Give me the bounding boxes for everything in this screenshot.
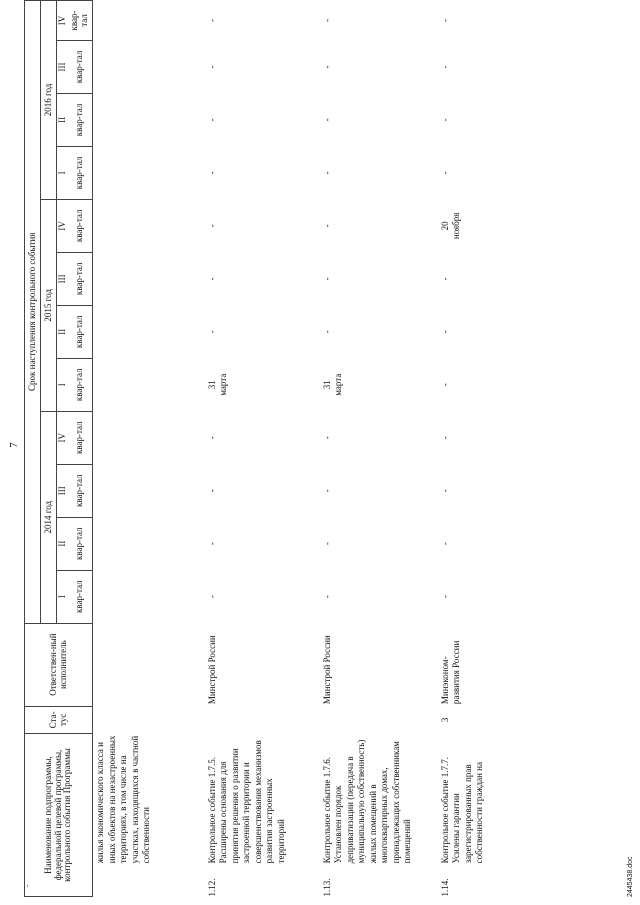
table-row [205,1,320,897]
row-number [93,864,205,896]
table-body [93,1,508,897]
row-executor: Минстрой России [321,635,332,705]
row-status [320,706,438,733]
quarter-date: - [206,277,217,281]
header-quarter-number: I [57,570,69,623]
quarter-cell [438,358,508,411]
quarter-cell [205,517,320,570]
quarter-month: марта [218,373,228,396]
row-status [205,706,320,733]
quarter-cell [93,517,205,570]
quarter-cell [320,93,438,146]
quarter-cell [320,411,438,464]
quarter-date: - [439,542,450,546]
header-quarter-number: I [57,146,69,199]
control-events-table [24,0,508,897]
quarter-cell [205,40,320,93]
header-quarter-number: IV [57,199,69,252]
table-row [93,1,205,897]
header-executor: Ответствен-ный исполнитель [25,623,93,706]
header-quarter-number: III [57,40,69,93]
quarter-cell [438,305,508,358]
quarter-date: - [206,224,217,228]
quarter-date: - [321,330,332,334]
header-quarter-word: квар-тал [69,199,93,252]
quarter-cell [438,570,508,623]
quarter-cell [93,464,205,517]
quarter-date: 20 [439,221,450,231]
quarter-date: - [206,489,217,493]
quarter-cell [205,1,320,41]
quarter-cell [205,305,320,358]
header-quarter-word: квар-тал [69,517,93,570]
quarter-date: - [439,489,450,493]
quarter-date: 31 [206,380,217,390]
header-name: Наименование подпрограммы, федеральной целевой программы, контрольного события Программы [25,734,93,897]
quarter-cell [93,411,205,464]
quarter-date: - [321,277,332,281]
header-quarter-word: квар-тал [69,358,93,411]
header-quarter-number: III [57,464,69,517]
header-quarter-word: квар-тал [69,40,93,93]
quarter-date: - [321,171,332,175]
quarter-cell [438,93,508,146]
header-quarter-number: III [57,252,69,305]
quarter-cell [205,464,320,517]
quarter-cell [93,252,205,305]
quarter-date: - [439,436,450,440]
quarter-cell [205,252,320,305]
quarter-cell [205,93,320,146]
row-name: Контрольное событие 1.7.6. Установлен порядок деприватизации (передача в муниципальную собственность) жилых помещений в многоквартирных домах, принадлежащих собственникам помещений [321,739,412,864]
header-quarter-number: I [57,358,69,411]
quarter-date: - [439,118,450,122]
row-number: 1.13. [321,878,332,897]
row-name: Контрольное событие 1.7.7. Усилены гарантии зарегистрированных прав собственности граждан на [439,756,484,864]
quarter-cell [93,1,205,41]
header-deadline: Срок наступления контрольного события [25,1,41,624]
row-status: 3 [439,717,450,723]
quarter-date: - [321,224,332,228]
header-year: 2014 год [41,411,57,623]
quarter-cell [320,252,438,305]
file-name-footer: 2445438.doc [627,856,634,897]
quarter-cell [205,146,320,199]
quarter-date: - [439,65,450,69]
quarter-cell [438,199,508,252]
quarter-cell [438,146,508,199]
row-executor: Минэконом-развития России [439,640,461,705]
header-quarter-word: квар-тал [69,305,93,358]
header-quarter-word: квар-тал [69,464,93,517]
quarter-cell [320,146,438,199]
row-executor: Минстрой России [206,635,217,705]
quarter-cell [93,305,205,358]
header-quarter-word: квар-тал [69,411,93,464]
header-quarter-number: IV [57,411,69,464]
row-name: жилья экономического класса и иных объектов на незастроенных территориях, в том числе на участках, находящихся в частной собственности [95,735,151,864]
quarter-cell [205,411,320,464]
header-quarter-word: квар-тал [69,93,93,146]
quarter-date: - [206,171,217,175]
quarter-date: - [439,171,450,175]
quarter-cell [205,199,320,252]
header-quarter-number: IV [57,1,69,41]
quarter-date: - [206,18,217,22]
quarter-cell [93,358,205,411]
quarter-cell [205,358,320,411]
quarter-cell [320,464,438,517]
quarter-date: - [206,118,217,122]
quarter-date: - [439,18,450,22]
quarter-cell [320,517,438,570]
quarter-cell [93,146,205,199]
row-name: Контрольное событие 1.7.5. Расширены основания для принятия решения о развитии застроенной территории и совершенствования механизмов развития застроенных территорий [206,740,286,864]
header-quarter-word: квар-тал [69,570,93,623]
quarter-cell [93,199,205,252]
quarter-date: 31 [321,380,332,390]
header-quarter-word: квар-тал [69,1,93,41]
quarter-month: марта [333,373,343,396]
quarter-cell [320,40,438,93]
top-mark: . [20,884,30,887]
quarter-cell [438,464,508,517]
header-year: 2015 год [41,199,57,411]
quarter-cell [93,93,205,146]
quarter-date: - [321,436,332,440]
quarter-cell [320,1,438,41]
quarter-cell [320,358,438,411]
quarter-date: - [439,277,450,281]
quarter-date: - [321,542,332,546]
quarter-cell [438,252,508,305]
quarter-date: - [206,330,217,334]
header-quarter-word: квар-тал [69,252,93,305]
quarter-date: - [321,595,332,599]
quarter-cell [438,1,508,41]
quarter-date: - [321,18,332,22]
quarter-date: - [206,436,217,440]
quarter-date: - [321,118,332,122]
table-row [438,1,508,897]
quarter-date: - [321,489,332,493]
table-header [25,1,93,897]
header-year: 2016 год [41,1,57,200]
table-row [320,1,438,897]
quarter-cell [93,570,205,623]
quarter-month: ноября [451,212,461,240]
quarter-cell [93,40,205,93]
header-quarter-number: II [57,305,69,358]
header-quarter-number: II [57,93,69,146]
quarter-cell [438,411,508,464]
quarter-cell [438,517,508,570]
quarter-date: - [439,330,450,334]
quarter-date: - [321,65,332,69]
row-number: 1.12. [206,878,217,897]
header-quarter-word: квар-тал [69,146,93,199]
quarter-cell [438,40,508,93]
quarter-date: - [439,383,450,387]
quarter-date: - [206,595,217,599]
header-status: Ста-тус [25,706,93,733]
row-number: 1.14. [439,878,450,897]
quarter-date: - [439,595,450,599]
quarter-date: - [206,542,217,546]
row-executor [93,623,205,706]
quarter-cell [320,199,438,252]
quarter-date: - [206,65,217,69]
quarter-cell [205,570,320,623]
header-quarter-number: II [57,517,69,570]
page-number: 7 [8,442,20,448]
quarter-cell [320,305,438,358]
row-status [93,706,205,733]
quarter-cell [320,570,438,623]
